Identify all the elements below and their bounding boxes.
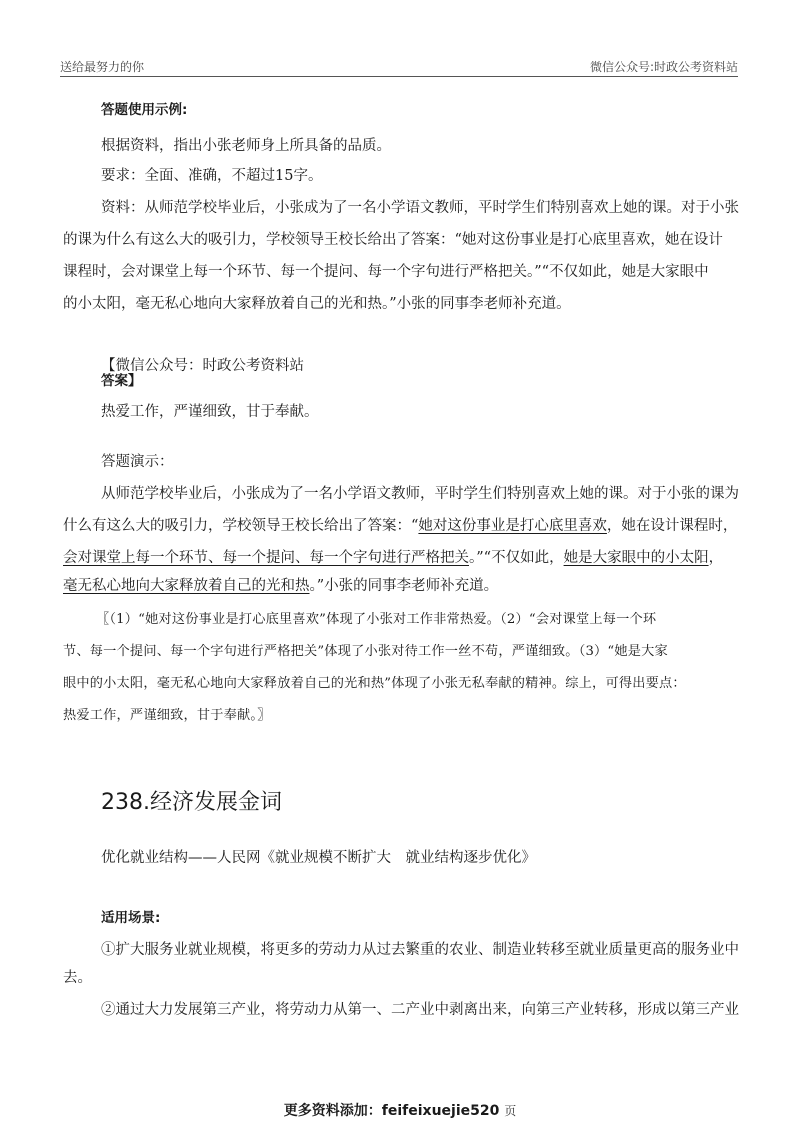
demo-line	[63, 516, 737, 536]
analysis-line: 节、每一个提问、每一个字句进行严格把关”体现了小张对待工作一丝不苟，严谨细致。（3）“她是大家	[63, 644, 668, 659]
demo-text: 。”小张的同事李老师补充道。	[309, 578, 499, 594]
analysis-line: 热爱工作，严谨细致，甘于奉献。〗	[63, 708, 271, 723]
demo-text: ，	[708, 550, 724, 566]
demo-underlined-text: 她是大家眼中的小太阳	[563, 550, 709, 566]
section-title: 238.经济发展金词	[101, 790, 282, 815]
material-line: 课程时，会对课堂上每一个环节、每一个提问、每一个字句进行严格把关。”“不仅如此，她是大家眼中	[63, 264, 709, 280]
page-footer	[0, 1100, 800, 1120]
material-line: 的课为什么有这么大的吸引力，学校领导王校长给出了答案：“她对这份事业是打心底里喜欢，她在设计	[63, 232, 723, 248]
page-header	[60, 54, 738, 76]
scene-line: ①扩大服务业就业规模，将更多的劳动力从过去繁重的农业、制造业转移至就业质量更高的服务业中	[101, 942, 739, 958]
demo-underlined-text: 她对这份事业是打心底里喜欢	[418, 518, 607, 534]
demo-line: 从师范学校毕业后，小张成为了一名小学语文教师，平时学生们特别喜欢上她的课。对于小张的课为	[101, 486, 739, 502]
scene-line: 去。	[63, 970, 92, 986]
answer-watermark: 【微信公众号：时政公考资料站	[101, 358, 304, 374]
demo-text: 什么有这么大的吸引力，学校领导王校长给出了答案：“	[63, 518, 419, 534]
footer-text: 更多资料添加：feifeixuejie520	[283, 1103, 500, 1119]
demo-underlined-text: 会对课堂上每一个环节、每一个提问、每一个字句进行严格把关	[63, 550, 469, 566]
demo-line	[63, 576, 498, 596]
material-line: 资料：从师范学校毕业后，小张成为了一名小学语文教师，平时学生们特别喜欢上她的课。对于小张	[101, 200, 739, 216]
page-label: 页	[504, 1104, 517, 1118]
answer-text: 热爱工作，严谨细致，甘于奉献。	[101, 404, 319, 420]
demo-heading: 答题演示：	[101, 454, 174, 470]
scene-line: ②通过大力发展第三产业，将劳动力从第一、二产业中剥离出来，向第三产业转移，形成以第三产业	[101, 1002, 739, 1018]
demo-line	[63, 548, 723, 568]
header-left-text: 送给最努力的你	[60, 60, 145, 74]
example-heading: 答题使用示例:	[101, 102, 188, 118]
answer-heading: 答案】	[101, 373, 142, 389]
analysis-line: 〖（1）“她对这份事业是打心底里喜欢”体现了小张对工作非常热爱。（2）“会对课堂上每一个环	[96, 612, 657, 627]
header-right-text: 微信公众号:时政公考资料站	[589, 60, 738, 74]
header-divider	[60, 76, 738, 77]
demo-underlined-text: 毫无私心地向大家释放着自己的光和热	[63, 578, 310, 594]
demo-text: ，她在设计课程时，	[606, 518, 738, 534]
section-subtitle: 优化就业结构——人民网《就业规模不断扩大 就业结构逐步优化》	[101, 850, 536, 866]
demo-text: 。”“不仅如此，	[469, 550, 564, 566]
scenes-heading: 适用场景:	[101, 910, 161, 926]
material-line: 的小太阳，毫无私心地向大家释放着自己的光和热。”小张的同事李老师补充道。	[63, 296, 571, 312]
example-question: 根据资料，指出小张老师身上所具备的品质。	[101, 138, 391, 154]
example-requirement: 要求：全面、准确，不超过15字。	[101, 168, 323, 184]
analysis-line: 眼中的小太阳，毫无私心地向大家释放着自己的光和热”体现了小张无私奉献的精神。综上，可得出要点：	[63, 676, 686, 691]
